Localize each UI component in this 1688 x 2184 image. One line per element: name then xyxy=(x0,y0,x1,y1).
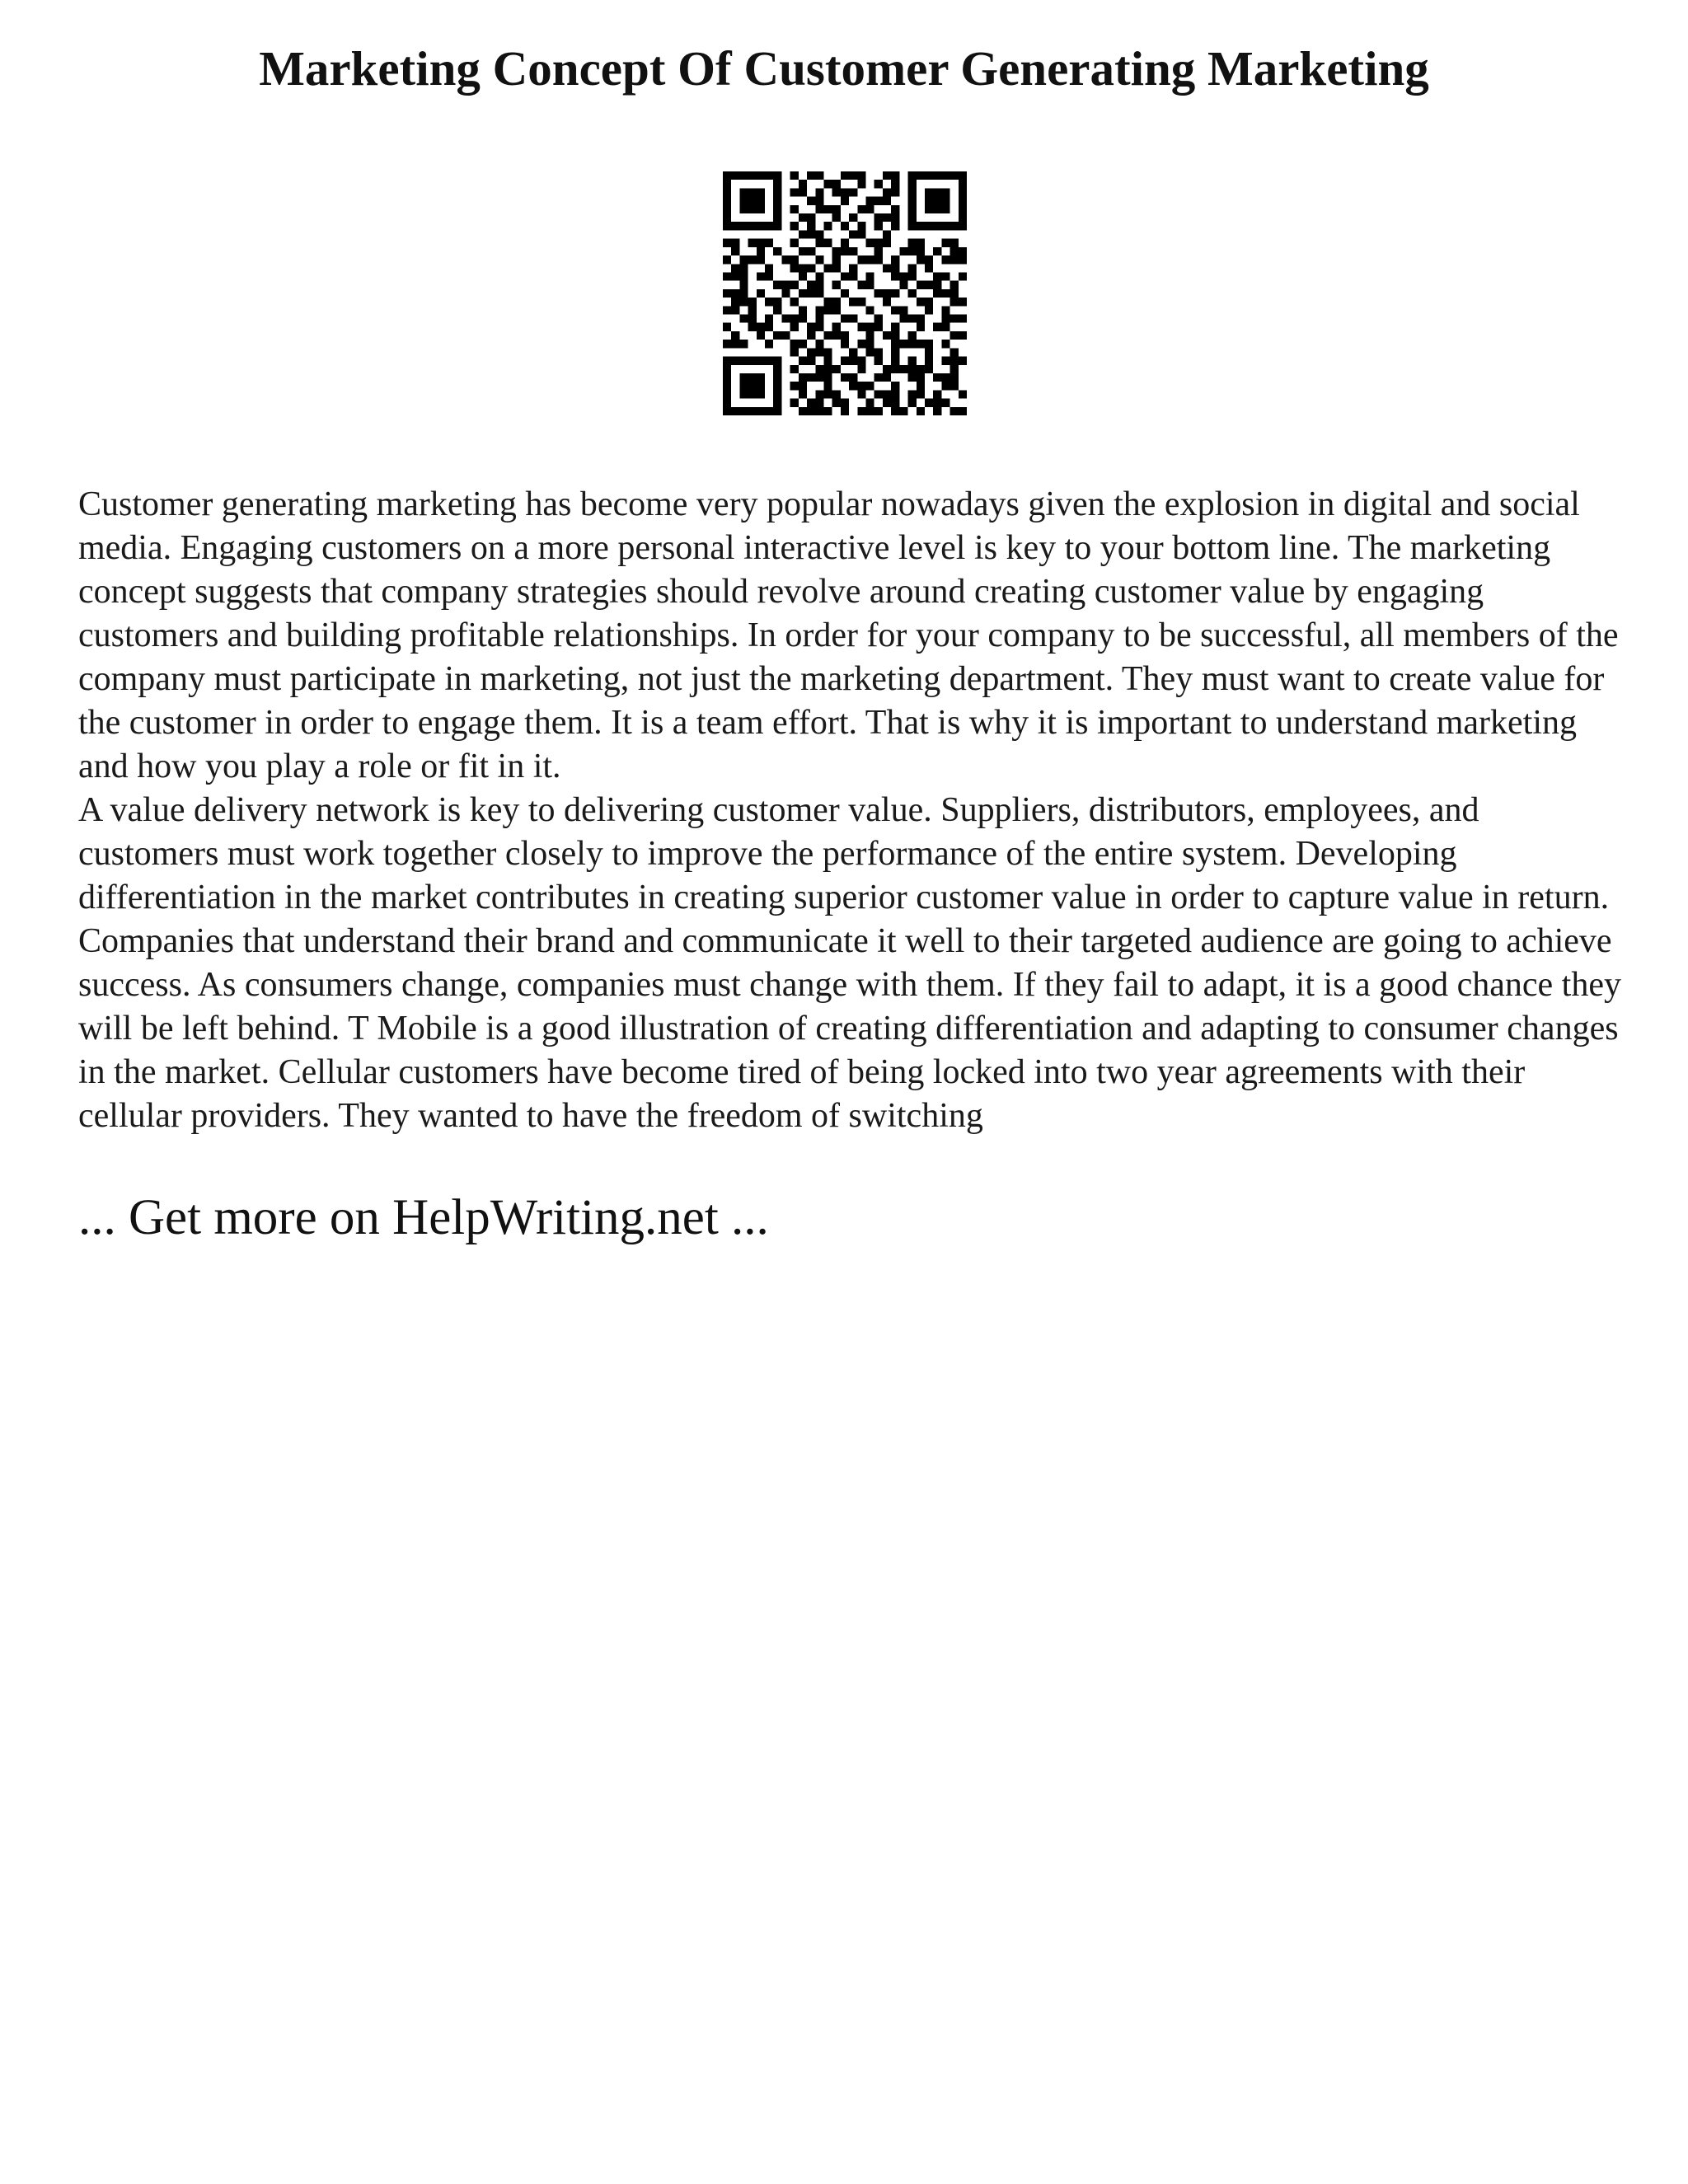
article-body xyxy=(78,483,1628,1138)
qr-code-icon xyxy=(723,171,967,415)
paragraph: A value delivery network is key to delivering customer value. Suppliers, distributors, employees, and customers must work together closely to improve the performance of the entire system. Developing differentiation in the market contributes in creating superior customer value in order to capture value in return. Companies that understand their brand and communicate it well to their targeted audience are going to achieve success. As consumers change, companies must change with them. If they fail to adapt, it is a good chance they will be left behind. T Mobile is a good illustration of creating differentiation and adapting to consumer changes in the market. Cellular customers have become tired of being locked into two year agreements with their cellular providers. They wanted to have the freedom of switching xyxy=(78,791,1621,1135)
get-more-link[interactable]: ... Get more on HelpWriting.net ... xyxy=(78,1190,769,1245)
paragraph: Customer generating marketing has become very popular nowadays given the explosion in digital and social media. Engaging customers on a more personal interactive level is key to your bottom line. The marketing concept suggests that company strategies should revolve around creating customer value by engaging customers and building profitable relationships. In order for your company to be successful, all members of the company must participate in marketing, not just the marketing department. They must want to create value for the customer in order to engage them. It is a team effort. That is why it is important to understand marketing and how you play a role or fit in it. xyxy=(78,485,1619,785)
page-title: Marketing Concept Of Customer Generating Marketing xyxy=(259,41,1429,96)
